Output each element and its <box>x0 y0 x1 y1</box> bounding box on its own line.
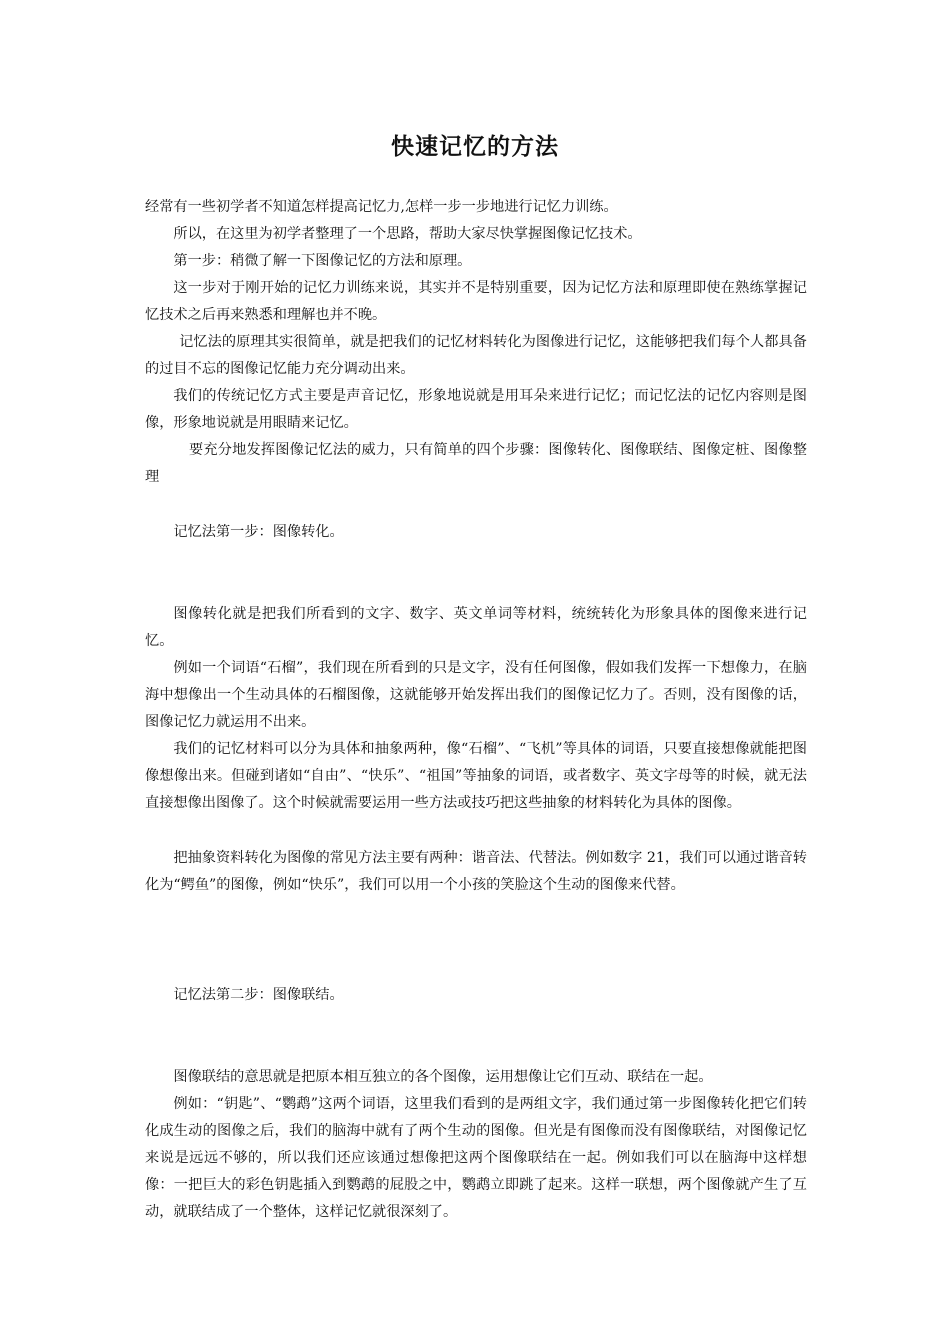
paragraph-concrete-abstract: 我们的记忆材料可以分为具体和抽象两种，像“石榴”、“飞机”等具体的词语，只要直接想像就能把图像想像出来。但碰到诸如“自由”、“快乐”、“祖国”等抽象的词语，或者数字、英文字母等的时候，就无法直接想像出图像了。这个时候就需要运用一些方法或技巧把这些抽象的材料转化为具体的图像。 <box>145 741 807 811</box>
paragraph-purpose: 所以，在这里为初学者整理了一个思路，帮助大家尽快掌握图像记忆技术。 <box>173 226 642 242</box>
paragraph-step-one-note: 这一步对于刚开始的记忆力训练来说，其实并不是特别重要，因为记忆方法和原理即使在熟练掌握记忆技术之后再来熟悉和理解也并不晚。 <box>145 280 807 323</box>
paragraph-pomegranate-example: 例如一个词语“石榴”，我们现在所看到的只是文字，没有任何图像，假如我们发挥一下想像力，在脑海中想像出一个生动具体的石榴图像，这就能够开始发挥出我们的图像记忆力了。否则，没有图像的话，图像记忆力就运用不出来。 <box>145 660 807 730</box>
section-heading-image-conversion: 记忆法第一步：图像转化。 <box>173 524 344 540</box>
paragraph-principle: 记忆法的原理其实很简单，就是把我们的记忆材料转化为图像进行记忆，这能够把我们每个人都具备的过目不忘的图像记忆能力充分调动出来。 <box>145 334 807 377</box>
paragraph-intro: 经常有一些初学者不知道怎样提高记忆力,怎样一步一步地进行记忆力训练。 <box>145 199 618 215</box>
paragraph-four-steps: 要充分地发挥图像记忆法的威力，只有简单的四个步骤：图像转化、图像联结、图像定桩、图像整理 <box>145 442 807 485</box>
document-title: 快速记忆的方法 <box>391 133 559 161</box>
paragraph-conversion-methods: 把抽象资料转化为图像的常见方法主要有两种：谐音法、代替法。例如数字 21，我们可以通过谐音转化为“鳄鱼”的图像，例如“快乐”，我们可以用一个小孩的笑脸这个生动的图像来代替。 <box>145 850 807 893</box>
paragraph-traditional-memory: 我们的传统记忆方式主要是声音记忆，形象地说就是用耳朵来进行记忆；而记忆法的记忆内容则是图像，形象地说就是用眼睛来记忆。 <box>145 388 807 431</box>
paragraph-linking-definition: 图像联结的意思就是把原本相互独立的各个图像，运用想像让它们互动、联结在一起。 <box>173 1069 713 1085</box>
paragraph-conversion-definition: 图像转化就是把我们所看到的文字、数字、英文单词等材料，统统转化为形象具体的图像来进行记忆。 <box>145 606 807 649</box>
section-heading-image-linking: 记忆法第二步：图像联结。 <box>173 987 344 1003</box>
paragraph-key-parrot-example: 例如：“钥匙”、“鹦鹉”这两个词语，这里我们看到的是两组文字，我们通过第一步图像转化把它们转化成生动的图像之后，我们的脑海中就有了两个生动的图像。但光是有图像而没有图像联结，对图像记忆来说是远远不够的，所以我们还应该通过想像把这两个图像联结在一起。例如我们可以在脑海中这样想像：一把巨大的彩色钥匙插入到鹦鹉的屁股之中，鹦鹉立即跳了起来。这样一联想，两个图像就产生了互动，就联结成了一个整体，这样记忆就很深刻了。 <box>145 1096 807 1220</box>
paragraph-step-one-heading: 第一步：稍微了解一下图像记忆的方法和原理。 <box>173 253 472 269</box>
